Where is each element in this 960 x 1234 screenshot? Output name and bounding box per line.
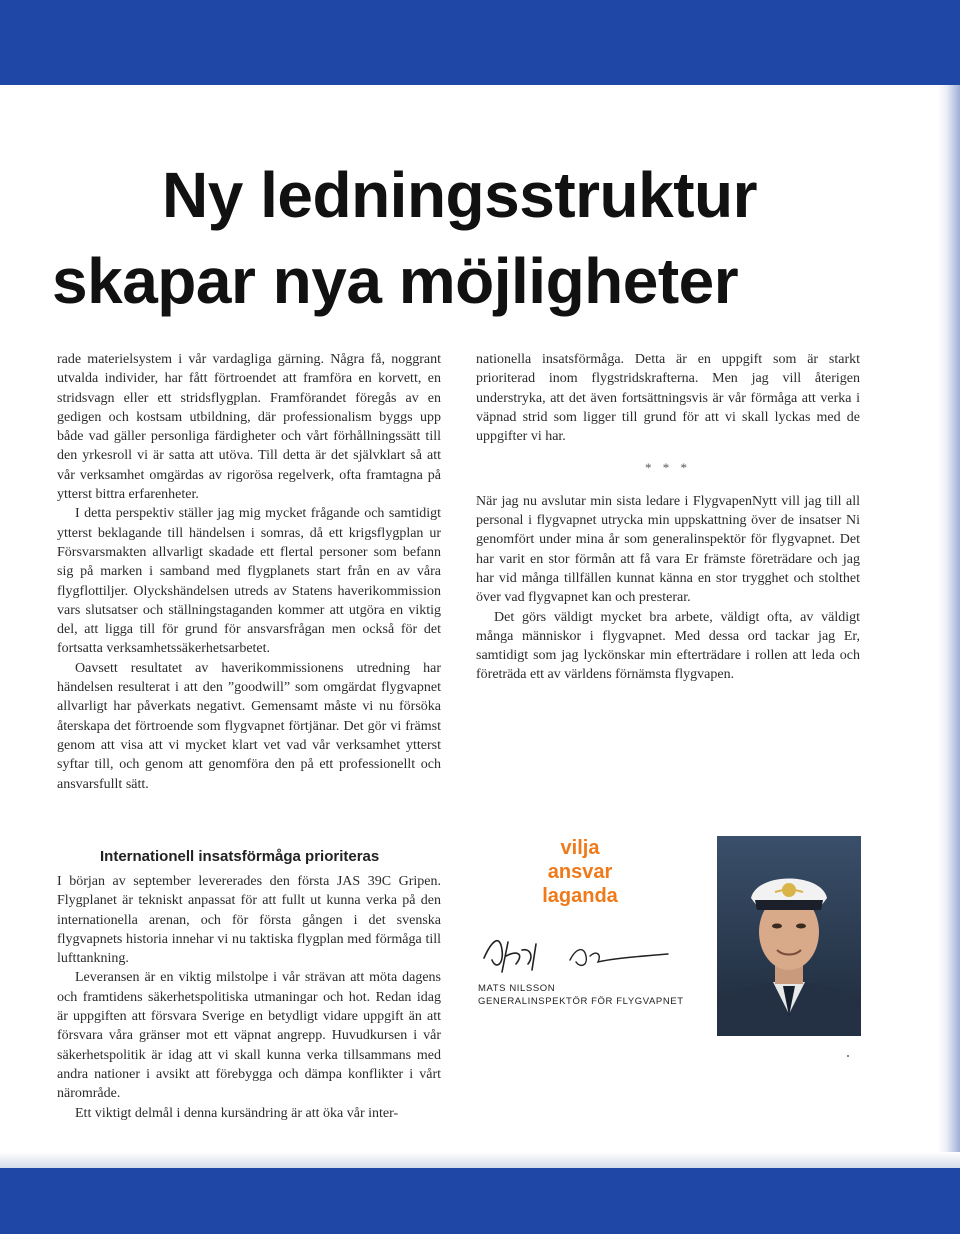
title-line-1: Ny ledningsstruktur xyxy=(162,159,758,231)
signer-name: MATS NILSSON xyxy=(478,983,556,994)
page-bottom-shadow xyxy=(0,1152,960,1168)
paragraph: I början av september levererades den första JAS 39C Gripen. Flygplanet är tekniskt anpassat för att fullt ut kunna verka på den internationella arenan, och för första gången i det svenska flygvapnets historia innehar vi nu taktiska flygplan med förmåga till lufttankning. xyxy=(57,874,441,967)
paragraph: När jag nu avslutar min sista ledare i FlygvapenNytt vill jag till all personal i flygvapnet utrycka min uppskattning över de insatser Ni genomfört under mina år som generalinspektör för flygvapnet. Det har varit en stor förmån att få vara Er främste företrädare och jag har vid många tillfällen kunnat känna en stor trygghet och stolthet över vad flygvapnet kan och presterar. xyxy=(476,493,860,606)
section-heading: Internationell insatsförmåga prioriteras xyxy=(100,848,380,865)
paragraph: I detta perspektiv ställer jag mig mycket frågande och samtidigt ytterst beklagande till händelsen i somras, då ett krigsflygplan ur Försvarsmakten allvarligt skadade ett flertal personer som befann sig på marken i samband med flygplanets start från en av våra flygflottiljer. Olyckshändelsen utreds av Statens haverikommission vars slutsatser och ställningstaganden kommer att utgöra en viktig del, att ligga till för grund för ansvarsfrågan men också för det fortsatta verksamhetssäkerhetsarbetet. xyxy=(57,506,441,657)
top-blue-band xyxy=(0,0,960,85)
page-title xyxy=(52,152,872,324)
paragraph: rade materielsystem i vår vardagliga gärning. Några få, noggrant utvalda individer, har fått förtroendet att framföra en korvett, en stridsvagn eller ett stridsflygplan. Framförandet föregås av en gedigen och kostsam utbildning, där professionalism byggs upp både vad gäller personliga färdigheter och vårt förhållningssätt till den yrkesroll vi är satta att utöva. Till detta är det självklart så att vår verksamhet omgärdas av rigorösa regelverk, ofta framtagna på ytterst bittra erfarenheter. xyxy=(57,352,441,503)
right-column xyxy=(476,350,860,685)
paragraph: Ett viktigt delmål i denna kursändring är att öka vår inter- xyxy=(75,1105,399,1121)
section-divider-stars: * * * xyxy=(645,460,691,476)
title-line-2: skapar nya möjligheter xyxy=(52,245,739,317)
signature-caption xyxy=(478,982,684,1008)
paragraph: Oavsett resultatet av haverikommissionens utredning har händelsen resulterat i att den ”goodwill” som omgärdat flygvapnet allvarligt har påverkats negativt. Gemensamt måste vi nu försöka återskapa det förtroende som flygvapnet förtjänar. Det gör vi främst genom att visa att vi mycket klart vet vad vår verksamhet ytterst syftar till, och genom att genomföra den på ett professionellt och ansvarsfullt sätt. xyxy=(57,660,441,792)
left-column-top xyxy=(57,350,441,794)
left-column-bottom xyxy=(57,872,441,1123)
paragraph: Leveransen är en viktig milstolpe i vår strävan att möta dagens och framtidens säkerhetspolitiska utmaningar och hot. Redan idag är uppgiften att försvara Sverige en betydligt vidare uppgift än att försvara våra gränser mot ett väpnat angrepp. Huvudkursen i vår säkerhetspolitik är idag att vi skall kunna verka tillsammans med andra nationer i avsikt att förebygga och dämpa konflikter i vårt närområde. xyxy=(57,970,441,1102)
paragraph: nationella insatsförmåga. Detta är en uppgift som är starkt prioriterad inom flygstridskrafterna. Men jag vill återigen understryka, att det även fortsättningsvis är vår förmåga att verka i väpnad strid som ligger till grund för att vi skall lyckas med de uppgifter vi har. xyxy=(476,352,860,445)
motto-word: ansvar xyxy=(547,861,613,883)
signer-title: GENERALINSPEKTÖR FÖR FLYGVAPNET xyxy=(478,996,684,1007)
motto-word: laganda xyxy=(542,885,618,907)
motto-word: vilja xyxy=(560,837,600,859)
motto-logo xyxy=(525,836,635,908)
handwritten-signature xyxy=(478,920,678,980)
stray-mark xyxy=(847,1055,849,1057)
bottom-blue-band xyxy=(0,1168,960,1234)
portrait-photo xyxy=(717,836,861,1036)
paragraph: Det görs väldigt mycket bra arbete, väldigt ofta, av väldigt många människor i flygvapnet. Med dessa ord tackar jag Er, samtidigt som jag lyckönskar min efterträdare i rollen att leda och företräda ett av världens förnämsta flygvapen. xyxy=(476,609,860,683)
page-edge-shadow xyxy=(938,85,960,1168)
